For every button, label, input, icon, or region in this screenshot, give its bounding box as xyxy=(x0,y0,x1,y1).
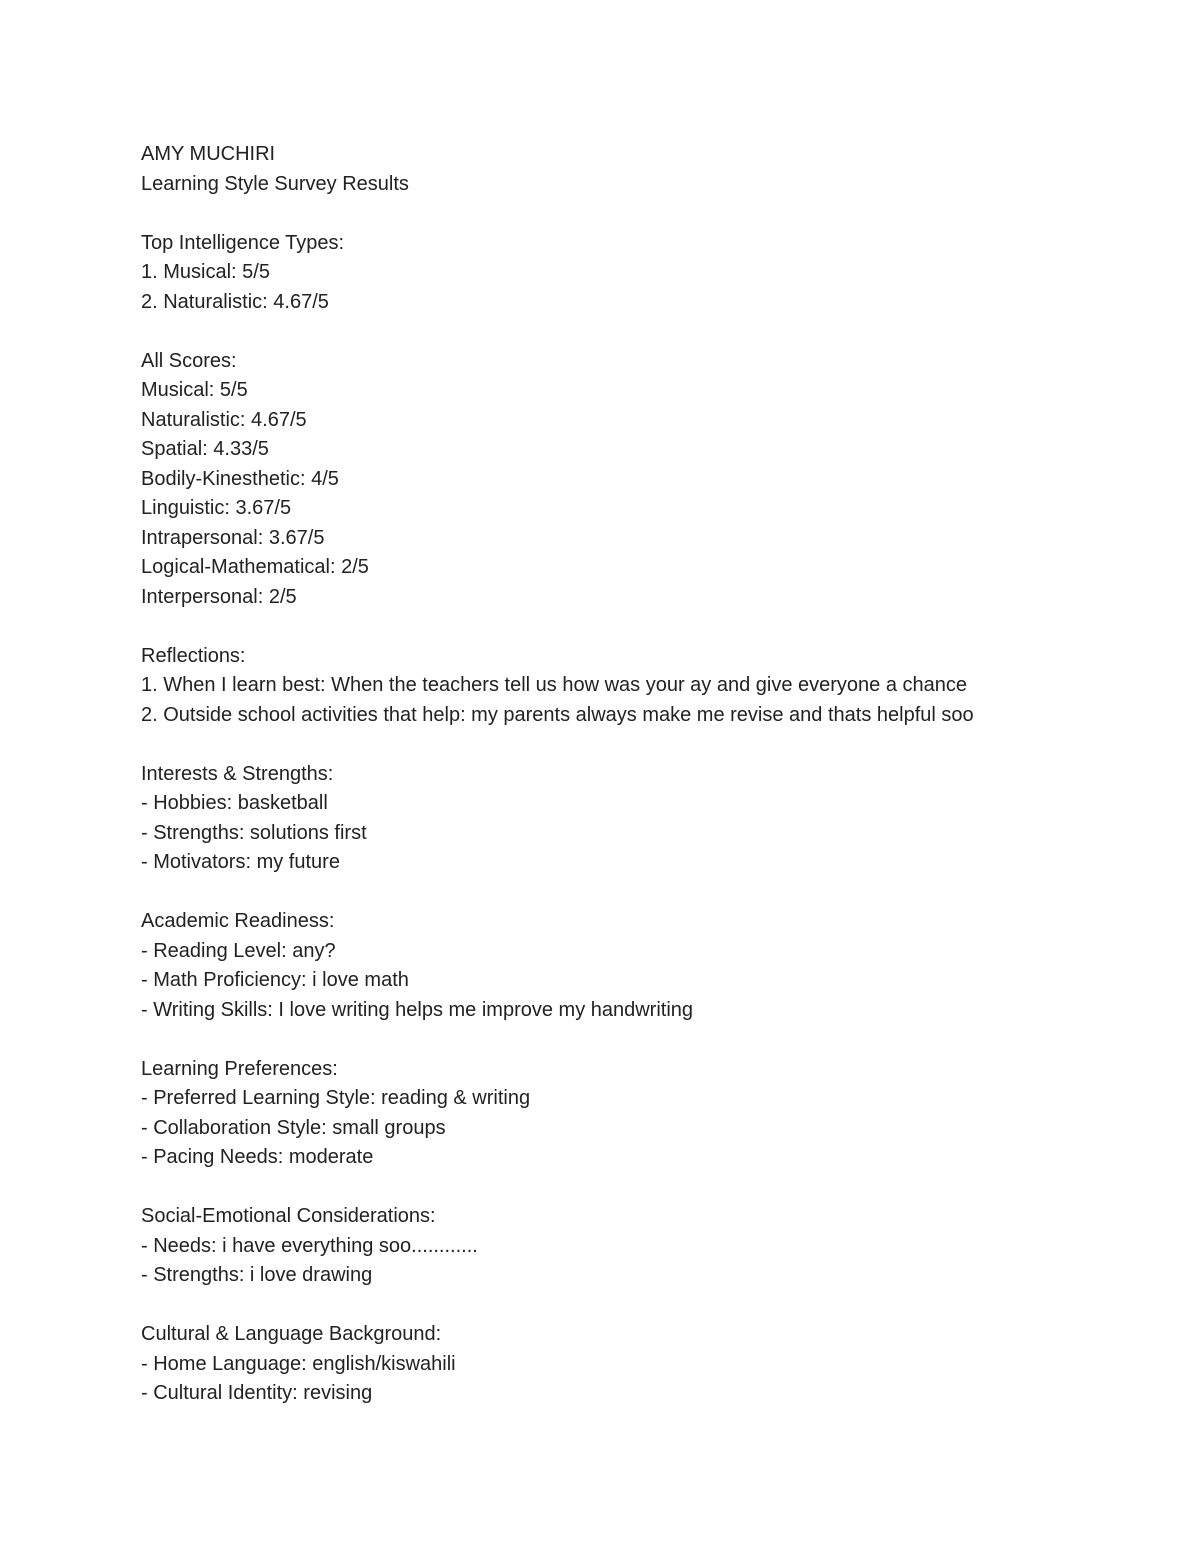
top-intelligence-item: 2. Naturalistic: 4.67/5 xyxy=(141,290,329,313)
spacer xyxy=(141,317,1141,347)
spacer xyxy=(141,730,1141,760)
document-title: Learning Style Survey Results xyxy=(141,172,409,195)
interest-item: - Strengths: solutions first xyxy=(141,821,367,844)
interest-item: - Motivators: my future xyxy=(141,851,340,873)
spacer xyxy=(141,1173,1141,1203)
top-intelligence-item: 1. Musical: 5/5 xyxy=(141,261,270,283)
academic-item: - Writing Skills: I love writing helps me improve my handwriting xyxy=(141,998,694,1021)
academic-item: - Reading Level: any? xyxy=(141,939,336,962)
preference-item: - Pacing Needs: moderate xyxy=(141,1146,374,1168)
academic-heading: Academic Readiness: xyxy=(141,910,335,932)
score-item: Logical-Mathematical: 2/5 xyxy=(141,556,369,578)
score-item: Naturalistic: 4.67/5 xyxy=(141,408,307,431)
reflection-item: 1. When I learn best: When the teachers tell us how was your ay and give everyone a chance xyxy=(141,674,968,696)
student-name: AMY MUCHIRI xyxy=(141,143,276,165)
score-item: Linguistic: 3.67/5 xyxy=(141,497,292,519)
spacer xyxy=(141,878,1141,908)
all-scores-heading: All Scores: xyxy=(141,349,237,372)
interest-item: - Hobbies: basketball xyxy=(141,792,328,814)
spacer xyxy=(141,612,1141,642)
reflection-item: 2. Outside school activities that help: my parents always make me revise and thats helpful soo xyxy=(141,703,974,726)
spacer xyxy=(141,1025,1141,1055)
score-item: Musical: 5/5 xyxy=(141,379,248,401)
spacer xyxy=(141,199,1141,229)
social-item: - Needs: i have everything soo............ xyxy=(141,1234,478,1257)
spacer xyxy=(141,1291,1141,1321)
cultural-item: - Cultural Identity: revising xyxy=(141,1382,373,1404)
cultural-item: - Home Language: english/kiswahili xyxy=(141,1352,456,1375)
document-body xyxy=(141,140,1141,1409)
cultural-heading: Cultural & Language Background: xyxy=(141,1323,442,1345)
preference-item: - Collaboration Style: small groups xyxy=(141,1116,446,1139)
preferences-heading: Learning Preferences: xyxy=(141,1057,338,1080)
score-item: Bodily-Kinesthetic: 4/5 xyxy=(141,467,339,490)
score-item: Spatial: 4.33/5 xyxy=(141,438,269,460)
reflections-heading: Reflections: xyxy=(141,644,246,667)
score-item: Interpersonal: 2/5 xyxy=(141,585,297,608)
academic-item: - Math Proficiency: i love math xyxy=(141,969,409,991)
social-item: - Strengths: i love drawing xyxy=(141,1264,373,1286)
interests-heading: Interests & Strengths: xyxy=(141,762,334,785)
score-item: Intrapersonal: 3.67/5 xyxy=(141,526,325,549)
social-heading: Social-Emotional Considerations: xyxy=(141,1205,436,1227)
top-intelligence-heading: Top Intelligence Types: xyxy=(141,231,345,254)
preference-item: - Preferred Learning Style: reading & writing xyxy=(141,1087,531,1109)
